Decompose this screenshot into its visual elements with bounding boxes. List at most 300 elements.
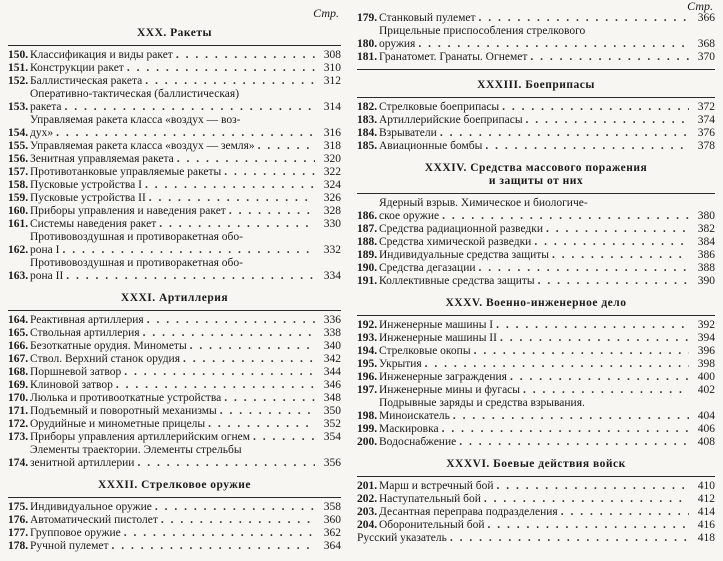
entry-body [30, 353, 315, 366]
entry-page: 410 [697, 480, 715, 492]
entry-body [30, 327, 315, 340]
entry-number: 155. [8, 140, 29, 152]
entry-body [30, 49, 315, 62]
entry-title: Люлька и противооткатные устройства [30, 392, 222, 404]
entry-number: 165. [8, 327, 29, 339]
entry-page: 318 [323, 140, 341, 152]
entry-number: 192. [357, 319, 378, 331]
entry-body [30, 192, 315, 205]
toc-entry[interactable] [357, 51, 715, 64]
leader-dots [109, 540, 315, 553]
entry-body [30, 514, 315, 527]
leader-dots [142, 179, 315, 192]
entry-page: 366 [697, 12, 715, 24]
entry-title: Пусковые устройства II [30, 192, 146, 204]
toc-entry[interactable] [357, 384, 715, 397]
toc-entry[interactable] [8, 501, 341, 514]
entry-page: 320 [323, 153, 341, 165]
entry-title-cont: рона II [30, 270, 64, 282]
section-title: XXXIV. Средства массового поражения [424, 162, 648, 174]
entry-title: Инженерные мины и фугасы [379, 384, 521, 396]
toc-entry[interactable] [357, 197, 715, 223]
entry-body [379, 358, 689, 371]
toc-entry[interactable] [8, 353, 341, 366]
entry-page: 402 [697, 384, 715, 396]
leader-dots [221, 166, 315, 179]
entry-title: Безоткатные орудия. Минометы [30, 340, 187, 352]
leader-dots [152, 501, 315, 514]
entry-body [379, 275, 689, 288]
entry-title: Системы наведения ракет [30, 218, 157, 230]
toc-entry[interactable] [8, 379, 341, 392]
entry-page: 324 [323, 179, 341, 191]
leader-dots [527, 51, 689, 64]
entry-title: Противотанковые управляемые ракеты [30, 166, 222, 178]
toc-entry[interactable] [357, 493, 715, 506]
entry-number: 191. [357, 275, 378, 287]
toc-entry[interactable] [357, 127, 715, 140]
entry-page: 378 [697, 140, 715, 152]
entry-title: Инженерные заграждения [379, 371, 507, 383]
toc-entry[interactable] [357, 506, 715, 519]
toc-entry[interactable] [8, 192, 341, 205]
entry-page: 406 [697, 423, 715, 435]
toc-entry[interactable] [357, 371, 715, 384]
entry-number: 169. [8, 379, 29, 391]
toc-entry[interactable] [8, 218, 341, 231]
toc-entry[interactable] [8, 340, 341, 353]
entry-page: 362 [323, 527, 341, 539]
entry-body [379, 12, 689, 25]
leader-dots [499, 101, 689, 114]
leader-dots [456, 436, 689, 449]
entry-number: 161. [8, 218, 29, 230]
leader-dots [217, 405, 315, 418]
entry-number: 173. [8, 431, 29, 443]
entry-page: 390 [697, 275, 715, 287]
entry-page: 352 [323, 418, 341, 430]
entry-number: 166. [8, 340, 29, 352]
entry-title: Индивидуальное оружие [30, 501, 152, 513]
entry-title: Подъемный и поворотный механизмы [30, 405, 217, 417]
entry-page: 408 [697, 436, 715, 448]
entry-number: 167. [8, 353, 29, 365]
entry-title: Оперативно-тактическая (баллистическая) [30, 88, 240, 100]
toc-entry[interactable] [357, 423, 715, 436]
entry-title: Стрелковые окопы [379, 345, 471, 357]
page-column-header: Стр. [687, 0, 713, 13]
toc-entry[interactable] [357, 140, 715, 153]
entry-body [379, 332, 689, 345]
entry-page: 328 [323, 205, 341, 217]
leader-dots [558, 506, 689, 519]
entry-number: 175. [8, 501, 29, 513]
entry-page: 380 [697, 210, 715, 222]
toc-entry[interactable] [8, 392, 341, 405]
toc-entry[interactable] [357, 262, 715, 275]
entry-page: 394 [697, 332, 715, 344]
toc-entry[interactable] [357, 275, 715, 288]
leader-dots [494, 480, 690, 493]
toc-entry[interactable] [357, 25, 715, 51]
entry-body [379, 249, 689, 262]
leader-dots [531, 236, 689, 249]
toc-entry[interactable] [357, 249, 715, 262]
entry-number: 171. [8, 405, 29, 417]
entry-title: Средства дегазации [379, 262, 476, 274]
entry-number: 150. [8, 49, 29, 61]
toc-entry[interactable] [8, 205, 341, 218]
toc-entry[interactable] [8, 314, 341, 327]
entry-body [379, 197, 689, 223]
entry-title: Приборы управления и наведения ракет [30, 205, 226, 217]
entry-number: 184. [357, 127, 378, 139]
leader-dots [481, 493, 689, 506]
entry-page: 382 [697, 223, 715, 235]
index-entry[interactable] [357, 532, 715, 545]
entry-title: Клиновой затвор [30, 379, 113, 391]
entry-body [30, 405, 315, 418]
toc-entry[interactable] [357, 236, 715, 249]
entry-title-cont: Миноискатель [379, 410, 450, 422]
entry-number: 158. [8, 179, 29, 191]
entry-page: 310 [323, 62, 341, 74]
entry-body [379, 384, 689, 397]
toc-left-column [8, 0, 341, 553]
leader-dots [255, 140, 315, 153]
entry-number: 168. [8, 366, 29, 378]
entry-page: 316 [323, 127, 341, 139]
toc-entry[interactable] [357, 397, 715, 423]
entry-title: Конструкции ракет [30, 62, 124, 74]
leader-dots [250, 431, 315, 444]
section-heading [8, 27, 341, 40]
entry-number: 198. [357, 410, 378, 422]
entry-title: Противовоздушная и противоракетная обо- [30, 231, 243, 243]
entry-number: 170. [8, 392, 29, 404]
entry-page: 348 [323, 392, 341, 404]
entry-title: Противовоздушная и противоракетная обо- [30, 257, 243, 269]
entry-number: 204. [357, 519, 378, 531]
leader-dots [507, 371, 689, 384]
section-title: XXXI. Артиллерия [120, 292, 229, 304]
entry-page: 368 [697, 38, 715, 50]
entry-title: Приборы управления артиллерийским огнем [30, 431, 251, 443]
entry-title: Индивидуальные средства защиты [379, 249, 550, 261]
entry-number: 188. [357, 236, 378, 248]
leader-dots [134, 457, 315, 470]
leader-dots [485, 519, 690, 532]
entry-number: 179. [357, 12, 378, 24]
entry-number: 160. [8, 205, 29, 217]
entry-title: Средства химической разведки [379, 236, 532, 248]
section-heading [357, 162, 715, 188]
entry-number: 162. [8, 244, 29, 256]
entry-title: Прицельные приспособления стрелкового [379, 25, 586, 37]
entry-title: Баллистическая ракета [30, 75, 143, 87]
entry-title: Управляемая ракета класса «воздух — земля» [30, 140, 255, 152]
entry-title-cont: оружия [379, 38, 416, 50]
entry-body [30, 340, 315, 353]
entry-body [379, 262, 689, 275]
toc-entry[interactable] [8, 179, 341, 192]
entry-title: Реактивная артиллерия [30, 314, 144, 326]
leader-dots [482, 140, 689, 153]
toc-entry[interactable] [357, 114, 715, 127]
entry-title: Авиационные бомбы [379, 140, 483, 152]
entry-page: 386 [697, 249, 715, 261]
toc-entry[interactable] [8, 327, 341, 340]
entry-number: 157. [8, 166, 29, 178]
leader-dots [476, 262, 690, 275]
section-heading [8, 479, 341, 492]
entry-title: Ручной пулемет [30, 540, 109, 552]
toc-entry[interactable] [8, 418, 341, 431]
entry-page: 308 [323, 49, 341, 61]
entry-page: 326 [323, 192, 341, 204]
entry-title-cont: ракета [30, 101, 62, 113]
entry-title: Средства радиационной разведки [379, 223, 544, 235]
entry-number: 180. [357, 38, 378, 50]
toc-entry[interactable] [8, 153, 341, 166]
entry-body [30, 257, 315, 283]
leader-dots [59, 244, 315, 257]
entry-title: Групповое оружие [30, 527, 121, 539]
entry-page: 342 [323, 353, 341, 365]
section-title: XXXIII. Боеприпасы [477, 79, 595, 91]
entry-body [30, 444, 315, 470]
entry-page: 358 [323, 501, 341, 513]
entry-page: 336 [323, 314, 341, 326]
entry-body [379, 519, 689, 532]
entry-title: Классификация и виды ракет [30, 49, 173, 61]
toc-entry[interactable] [357, 223, 715, 236]
entry-title: Поршневой затвор [30, 366, 122, 378]
entry-title: Орудийные и минометные прицелы [30, 418, 206, 430]
leader-dots [53, 127, 315, 140]
entry-number: 190. [357, 262, 378, 274]
entry-title: Пусковые устройства I [30, 179, 142, 191]
entry-number: 164. [8, 314, 29, 326]
entry-body [379, 506, 689, 519]
entry-title: Русский указатель [357, 532, 447, 544]
leader-dots [476, 12, 689, 25]
entry-page: 392 [697, 319, 715, 331]
entry-page: 416 [697, 519, 715, 531]
entry-body [30, 166, 315, 179]
entry-body [379, 114, 689, 127]
leader-dots [543, 223, 689, 236]
leader-dots [63, 270, 315, 283]
entry-body [357, 532, 689, 545]
toc-entry[interactable] [8, 540, 341, 553]
entry-number: 176. [8, 514, 29, 526]
entry-title: Водоснабжение [379, 436, 457, 448]
entry-body [30, 392, 315, 405]
leader-dots [156, 218, 315, 231]
entry-body [379, 319, 689, 332]
leader-dots [415, 38, 689, 51]
entry-body [379, 25, 689, 51]
entry-number: 159. [8, 192, 29, 204]
toc-entry[interactable] [8, 527, 341, 540]
entry-title: Укрытия [379, 358, 422, 370]
entry-page: 332 [323, 244, 341, 256]
entry-body [379, 236, 689, 249]
entry-body [30, 153, 315, 166]
entry-page: 312 [323, 75, 341, 87]
entry-body [30, 314, 315, 327]
leader-dots [142, 75, 315, 88]
entry-body [30, 205, 315, 218]
section-heading [357, 297, 715, 310]
entry-number: 183. [357, 114, 378, 126]
entry-number: 197. [357, 384, 378, 396]
entry-title-cont: ское оружие [379, 210, 440, 222]
toc-entry[interactable] [8, 231, 341, 257]
leader-dots [121, 366, 315, 379]
entry-title: Маскировка [379, 423, 439, 435]
leader-dots [124, 62, 315, 75]
entry-page: 334 [323, 270, 341, 282]
entry-body [30, 179, 315, 192]
toc-entry[interactable] [8, 166, 341, 179]
entry-number: 200. [357, 436, 378, 448]
entry-body [30, 62, 315, 75]
entry-page: 388 [697, 262, 715, 274]
entry-title: Элементы траектории. Элементы стрельбы [30, 444, 242, 456]
toc-entry[interactable] [8, 75, 341, 88]
entry-title: Оборонительный бой [379, 519, 485, 531]
entry-page: 396 [697, 345, 715, 357]
entry-number: 163. [8, 270, 29, 282]
entry-page: 364 [323, 540, 341, 552]
entry-title: Взрыватели [379, 127, 437, 139]
toc-entry[interactable] [357, 12, 715, 25]
entry-title: Ствольная артиллерия [30, 327, 140, 339]
entry-page: 350 [323, 405, 341, 417]
entry-title: Артиллерийские боеприпасы [379, 114, 523, 126]
entry-body [30, 379, 315, 392]
entry-page: 400 [697, 371, 715, 383]
toc-entry[interactable] [8, 114, 341, 140]
toc-entry[interactable] [8, 514, 341, 527]
entry-title-cont: рона I [30, 244, 60, 256]
page-column-header: Стр. [313, 6, 339, 20]
entry-body [30, 231, 315, 257]
toc-entry[interactable] [8, 88, 341, 114]
toc-entry[interactable] [357, 358, 715, 371]
section-title-cont: и защиты от них [488, 175, 584, 187]
leader-dots [439, 423, 689, 436]
entry-title: Десантная переправа подразделения [379, 506, 558, 518]
entry-page: 344 [323, 366, 341, 378]
toc-entry[interactable] [8, 257, 341, 283]
entry-body [30, 540, 315, 553]
entry-number: 174. [8, 457, 29, 469]
entry-title: Наступательный бой [379, 493, 481, 505]
toc-entry[interactable] [8, 62, 341, 75]
toc-entry[interactable] [357, 519, 715, 532]
leader-dots [520, 384, 689, 397]
entry-number: 182. [357, 101, 378, 113]
leader-dots [535, 275, 689, 288]
leader-dots [174, 153, 315, 166]
entry-number: 186. [357, 210, 378, 222]
entry-number: 199. [357, 423, 378, 435]
entry-body [30, 140, 315, 153]
toc-entry[interactable] [357, 319, 715, 332]
section-title: XXXVI. Боевые действия войск [446, 458, 626, 470]
leader-dots [180, 353, 315, 366]
leader-dots [226, 205, 315, 218]
entry-number: 177. [8, 527, 29, 539]
entry-number: 153. [8, 101, 29, 113]
entry-number: 195. [357, 358, 378, 370]
toc-entry[interactable] [357, 101, 715, 114]
entry-number: 156. [8, 153, 29, 165]
toc-right-column [357, 0, 715, 545]
entry-page: 418 [697, 532, 715, 544]
section-title: XXXV. Военно-инженерное дело [445, 297, 627, 309]
leader-dots [549, 249, 689, 262]
leader-dots [187, 340, 315, 353]
leader-dots [439, 210, 689, 223]
entry-number: 185. [357, 140, 378, 152]
toc-entry[interactable] [8, 444, 341, 470]
section-heading [357, 79, 715, 92]
entry-body [30, 88, 315, 114]
entry-number: 152. [8, 75, 29, 87]
entry-body [30, 527, 315, 540]
entry-number: 196. [357, 371, 378, 383]
entry-title: Инженерные машины II [379, 332, 497, 344]
leader-dots [422, 358, 689, 371]
leader-dots [144, 314, 315, 327]
leader-dots [158, 514, 315, 527]
toc-entry[interactable] [357, 480, 715, 493]
section-title: XXXII. Стрелковое оружие [98, 479, 251, 491]
leader-dots [497, 332, 689, 345]
entry-title: Стрелковые боеприпасы [379, 101, 500, 113]
entry-body [379, 493, 689, 506]
entry-number: 203. [357, 506, 378, 518]
toc-entry[interactable] [8, 366, 341, 379]
entry-body [379, 101, 689, 114]
entry-number: 189. [357, 249, 378, 261]
entry-page: 404 [697, 410, 715, 422]
entry-body [379, 371, 689, 384]
toc-entry[interactable] [357, 345, 715, 358]
toc-entry[interactable] [8, 431, 341, 444]
entry-title: Инженерные машины I [379, 319, 494, 331]
entry-page: 372 [697, 101, 715, 113]
toc-entry[interactable] [8, 49, 341, 62]
section-heading [357, 458, 715, 471]
entry-page: 356 [323, 457, 341, 469]
toc-entry[interactable] [8, 405, 341, 418]
leader-dots [493, 319, 689, 332]
entry-body [30, 75, 315, 88]
entry-page: 340 [323, 340, 341, 352]
entry-title: Управляемая ракета класса «воздух — воз- [30, 114, 241, 126]
entry-page: 314 [323, 101, 341, 113]
toc-entry[interactable] [357, 332, 715, 345]
toc-entry[interactable] [357, 436, 715, 449]
entry-title: Автоматический пистолет [30, 514, 158, 526]
toc-entry[interactable] [8, 140, 341, 153]
entry-page: 322 [323, 166, 341, 178]
